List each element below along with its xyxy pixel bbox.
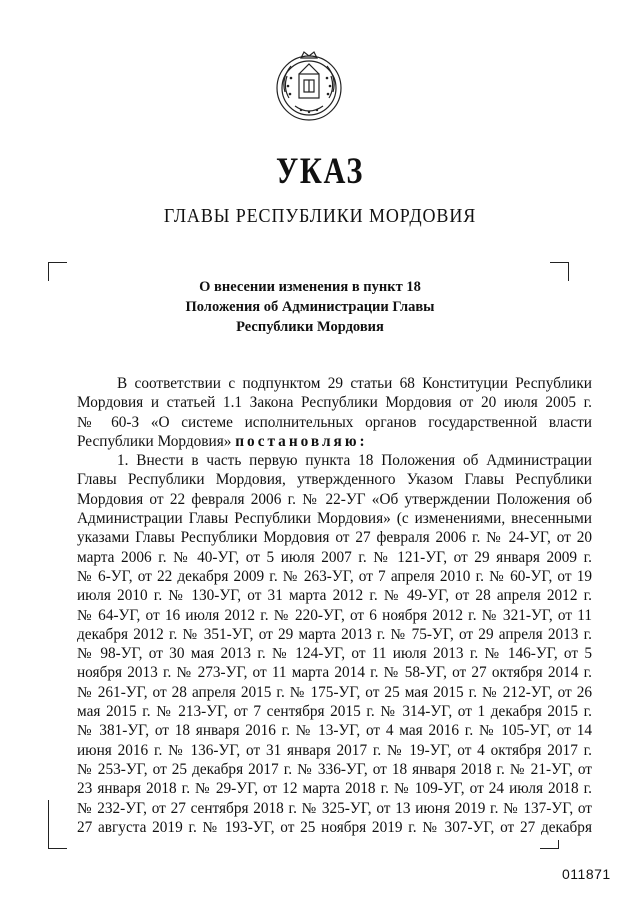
body-line: Администрации Главы Республики Мордовия» (с изменениями, внесенными: [77, 510, 592, 528]
intro-last-text: Республики Мордовия»: [77, 432, 232, 450]
body-line: 1. Внести в часть первую пункта 18 Положения об Администрации: [117, 452, 592, 470]
body-line: № 98-УГ, от 30 мая 2013 г. № 124-УГ, от 11 июля 2013 г. № 146-УГ, от 5: [77, 645, 592, 663]
body-line: марта 2006 г. № 40-УГ, от 5 июля 2007 г. № 121-УГ, от 29 января 2009 г.: [77, 548, 592, 566]
decree-word: постановляю:: [235, 432, 368, 450]
body-line: ноября 2013 г. № 273-УГ, от 11 марта 2014 г. № 58-УГ, от 27 октября 2014 г.: [77, 664, 592, 682]
document-title: УКАЗ: [276, 151, 364, 192]
body-line: Главы Республики Мордовия, утвержденного Указом Главы Республики: [77, 471, 592, 489]
body-line: декабря 2012 г. № 351-УГ, от 29 марта 2013 г. № 75-УГ, от 29 апреля 2013 г.: [77, 625, 592, 643]
body-line: июля 2010 г. № 130-УГ, от 31 марта 2012 г. № 49-УГ, от 28 апреля 2012 г.: [77, 587, 592, 605]
corner-mark-top-left: [48, 262, 67, 281]
decree-body: [77, 374, 592, 837]
corner-mark-top-right: [550, 262, 569, 281]
body-line: № 261-УГ, от 28 апреля 2015 г. № 175-УГ, от 25 мая 2015 г. № 212-УГ, от 26: [77, 683, 592, 701]
body-line: Мордовия от 22 февраля 2006 г. № 22-УГ «Об утверждении Положения об: [77, 490, 592, 508]
heading-line: Положения об Администрации Главы: [185, 299, 435, 315]
body-line: указами Главы Республики Мордовия от 27 февраля 2006 г. № 24-УГ, от 20: [77, 529, 592, 547]
coat-of-arms-emblem-icon: [271, 48, 347, 124]
heading-line: Республики Мордовия: [236, 319, 384, 335]
body-line: мая 2015 г. № 213-УГ, от 7 сентября 2015 г. № 314-УГ, от 1 декабря 2015 г.: [77, 703, 592, 721]
corner-mark-bottom-right: [540, 840, 559, 849]
body-line: 27 августа 2019 г. № 193-УГ, от 25 ноября 2019 г. № 307-УГ, от 27 декабря: [77, 818, 592, 836]
document-subtitle: ГЛАВЫ РЕСПУБЛИКИ МОРДОВИЯ: [163, 205, 477, 227]
body-line: № 6-УГ, от 22 декабря 2009 г. № 263-УГ, от 7 апреля 2010 г. № 60-УГ, от 19: [77, 567, 592, 585]
body-line: 23 января 2018 г. № 29-УГ, от 12 марта 2018 г. № 109-УГ, от 24 июля 2018 г.: [77, 780, 592, 798]
heading-line: О внесении изменения в пункт 18: [199, 279, 421, 295]
body-line-decree: [77, 432, 592, 451]
body-line: № 60-З «О системе исполнительных органов государственной власти: [77, 413, 592, 431]
body-line: июня 2016 г. № 136-УГ, от 31 января 2017 г. № 19-УГ, от 4 октября 2017 г.: [77, 741, 592, 759]
body-line: В соответствии с подпунктом 29 статьи 68 Конституции Республики: [117, 375, 592, 392]
decree-heading: [140, 277, 480, 337]
body-line: Мордовия и статьей 1.1 Закона Республики Мордовия от 20 июля 2005 г.: [77, 394, 592, 412]
document-serial-number: 011871: [562, 866, 611, 882]
body-line: № 232-УГ, от 27 сентября 2018 г. № 325-УГ, от 13 июня 2019 г. № 137-УГ, от: [77, 799, 592, 817]
body-line: № 381-УГ, от 18 января 2016 г. № 13-УГ, от 4 мая 2016 г. № 105-УГ, от 14: [77, 722, 592, 740]
body-line: № 253-УГ, от 25 декабря 2017 г. № 336-УГ, от 18 января 2018 г. № 21-УГ, от: [77, 760, 592, 778]
corner-mark-bottom-left: [48, 800, 67, 849]
body-line: № 64-УГ, от 16 июля 2012 г. № 220-УГ, от 6 ноября 2012 г. № 321-УГ, от 11: [77, 606, 592, 624]
